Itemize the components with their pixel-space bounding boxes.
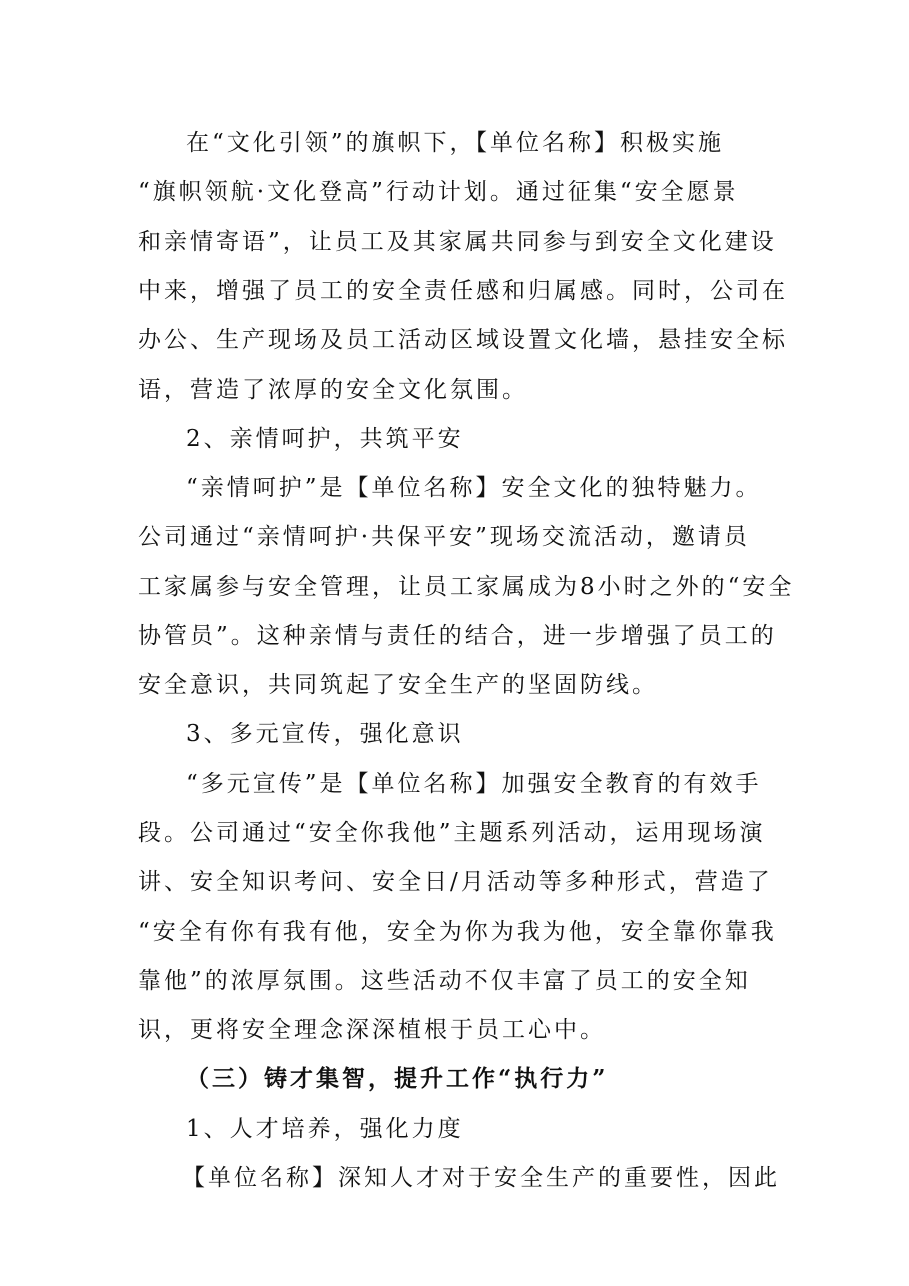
paragraph-line: 协管员”。这种亲情与责任的结合，进一步增强了员工的 bbox=[138, 623, 777, 649]
paragraph-line: 中来，增强了员工的安全责任感和归属感。同时，公司在 bbox=[138, 278, 788, 304]
paragraph-line: 工家属参与安全管理，让员工家属成为8小时之外的“安全 bbox=[138, 574, 795, 600]
paragraph-line: 讲、安全知识考问、安全日/月活动等多种形式，营造了 bbox=[138, 869, 773, 895]
section-heading: （三）铸才集智，提升工作“执行力” bbox=[186, 1065, 609, 1092]
paragraph-line: 在“文化引领”的旗帜下，【单位名称】积极实施 bbox=[186, 130, 725, 156]
section-heading: 2、亲情呵护，共筑平安 bbox=[186, 426, 464, 452]
paragraph-line: 识，更将安全理念深深植根于员工心中。 bbox=[138, 1017, 606, 1043]
paragraph-line: 语，营造了浓厚的安全文化氛围。 bbox=[138, 377, 528, 403]
section-heading: 3、多元宣传，强化意识 bbox=[186, 721, 464, 747]
paragraph-line: 段。公司通过“安全你我他”主题系列活动，运用现场演 bbox=[138, 820, 766, 846]
paragraph-line: “旗帜领航·文化登高”行动计划。通过征集“安全愿景 bbox=[138, 179, 739, 205]
paragraph-line: 和亲情寄语”，让员工及其家属共同参与到安全文化建设 bbox=[138, 229, 777, 255]
paragraph-line: 安全意识，共同筑起了安全生产的坚固防线。 bbox=[138, 672, 658, 698]
paragraph-line: “安全有你有我有他，安全为你为我为他，安全靠你靠我 bbox=[138, 919, 777, 945]
paragraph-line: “亲情呵护”是【单位名称】安全文化的独特魅力。 bbox=[186, 475, 762, 501]
section-heading: 1、人才培养，强化力度 bbox=[186, 1116, 464, 1142]
paragraph-line: 办公、生产现场及员工活动区域设置文化墙，悬挂安全标 bbox=[138, 327, 788, 353]
paragraph-line: 公司通过“亲情呵护·共保平安”现场交流活动，邀请员 bbox=[138, 524, 750, 550]
paragraph-line: 【单位名称】深知人才对于安全生产的重要性，因此 bbox=[182, 1165, 780, 1191]
paragraph-line: “多元宣传”是【单位名称】加强安全教育的有效手 bbox=[186, 771, 762, 797]
paragraph-line: 靠他”的浓厚氛围。这些活动不仅丰富了员工的安全知 bbox=[138, 968, 751, 994]
